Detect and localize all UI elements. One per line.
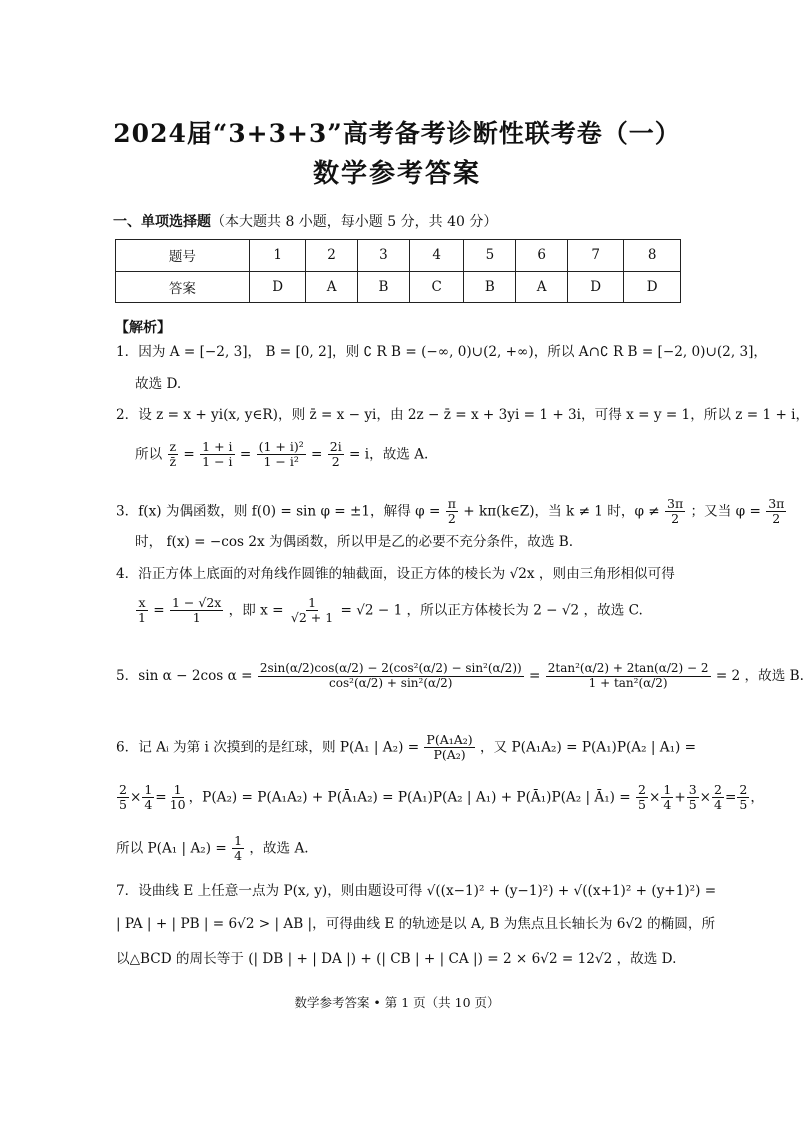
text-fragment: = i，故选 A. (349, 446, 429, 463)
answer-cell: D (624, 271, 681, 303)
fraction (200, 440, 234, 470)
denominator: 4 (663, 797, 672, 813)
solution-q7-line1: 7．设曲线 E 上任意一点为 P(x, y)，则由题设可得 √((x−1)² + (y−1)²) + √((x+1)² + (y+1)²) = (116, 883, 717, 899)
solution-q6-line1 (116, 732, 697, 763)
fraction (117, 783, 129, 813)
fraction (258, 662, 524, 691)
question-number: 6 (516, 240, 567, 272)
section-heading (113, 211, 497, 231)
section-note: （本大题共 8 小题，每小题 5 分，共 40 分） (211, 214, 498, 230)
numerator: 1 (173, 782, 182, 797)
fraction (136, 596, 148, 626)
table-row-numbers (116, 240, 681, 272)
document-title: 2024届“3+3+3”高考备考诊断性联考卷（一） (113, 119, 681, 148)
denominator: P(A₂) (433, 747, 466, 763)
table-row-answers (116, 271, 681, 303)
question-number: 8 (624, 240, 681, 272)
numerator: 1 (663, 782, 672, 797)
solution-q7-line3: 以△BCD 的周长等于 (| DB | + | DA |) + (| CB | + | CA |) = 2 × 6√2 = 12√2 ，故选 D. (116, 951, 677, 967)
numerator: 2tan²(α/2) + 2tan(α/2) − 2 (547, 661, 709, 675)
denominator: 1 (138, 610, 146, 626)
numerator: 1 (234, 833, 243, 848)
denominator: 5 (119, 797, 127, 813)
section-title: 一、单项选择题 (113, 214, 211, 230)
numerator: 2i (329, 439, 342, 454)
denominator: 2 (331, 454, 340, 470)
numerator: 2 (739, 782, 748, 797)
text-fragment: 3．f(x) 为偶函数，则 f(0) = sin φ = ±1，解得 φ = (116, 503, 441, 520)
row-label: 答案 (116, 271, 250, 303)
denominator: 5 (688, 797, 697, 813)
denominator: √2 + 1 (290, 610, 334, 626)
text-fragment: ，又 P(A₁A₂) = P(A₁)P(A₂ | A₁) = (480, 739, 697, 756)
fraction (446, 497, 458, 527)
numerator: 2sin(α/2)cos(α/2) − 2(cos²(α/2) − sin²(α/2)) (259, 661, 522, 675)
text-fragment: 5．sin α − 2cos α = (116, 667, 253, 684)
text-fragment: = √2 − 1 ，所以正方体棱长为 2 − √2 ，故选 C. (340, 602, 643, 619)
solution-q1-line1: 1．因为 A = [−2, 3]， B = [0, 2]，则 ∁ R B = (−∞, 0)∪(2, +∞)，所以 A∩∁ R B = [−2, 0)∪(2, 3]， (116, 344, 768, 360)
denominator: 2 (447, 511, 456, 527)
numerator: 2 (714, 782, 722, 797)
text-fragment: 所以 P(A₁ | A₂) = (116, 840, 227, 857)
question-number: 1 (249, 240, 306, 272)
question-number: 5 (464, 240, 516, 272)
solution-q2-line1: 2．设 z = x + yi(x, y∈R)，则 z̄ = x − yi，由 2z − z̄ = x + 3yi = 1 + 3i，可得 x = y = 1，所以 z = 1 + i， (116, 407, 809, 423)
denominator: 1 − i (202, 454, 233, 470)
fraction (257, 440, 306, 470)
numerator: z (169, 439, 177, 454)
answer-cell: D (249, 271, 306, 303)
fraction (687, 783, 699, 813)
denominator: 4 (144, 797, 153, 813)
page-footer: 数学参考答案 • 第 1 页（共 10 页） (294, 995, 500, 1010)
solution-q4-line2: $\frac{x}{1}$ = $\frac{1 - √2x}{1}$ ，即 x = $\frac{1}{√2 + 1}$ = √2 − 1 ，所以正方体棱长为 2 − √2 ，故选 C. (138, 595, 643, 626)
numerator: 1 − √2x (172, 595, 222, 610)
denominator: 4 (234, 848, 243, 864)
numerator: (1 + i)² (258, 439, 304, 454)
fraction (328, 440, 344, 470)
denominator: 10 (169, 797, 186, 813)
denominator: 4 (714, 797, 722, 813)
question-number: 3 (357, 240, 409, 272)
numerator: 3π (768, 496, 785, 511)
solution-q7-line2: | PA | + | PB | = 6√2 > | AB |，可得曲线 E 的轨迹是以 A, B 为焦点且长轴长为 6√2 的椭圆，所 (116, 916, 716, 932)
fraction (766, 497, 786, 527)
denominator: 1 − i² (263, 454, 299, 470)
text-fragment: 所以 (135, 446, 163, 463)
fraction (665, 497, 685, 527)
numerator: x (138, 595, 146, 610)
solution-q2-line2: 所以 $\frac{z}{z̄}$ = $\frac{1 + i}{1 - i}$ = $\frac{\text{(1 + i)²}}{\text{1 − i²}}$ = $\frac{2i}{2}$ = i，故选 A. (135, 439, 429, 470)
numerator: 3 (688, 782, 697, 797)
question-number: 7 (567, 240, 624, 272)
denominator: 5 (638, 797, 646, 813)
fraction (168, 440, 179, 470)
text-fragment: + kπ(k∈Z)，当 k ≠ 1 时，φ ≠ (463, 503, 660, 520)
analysis-heading: 【解析】 (115, 320, 171, 336)
solution-q6-line2: $\frac{2}{5}$ × $\frac{1}{4}$ = $\frac{1}{10}$ ，P(A₂) = P(A₁A₂) + P(Ā₁A₂) = P(A₁)P(A₂ | A₁) + P(Ā₁)P(A₂ | Ā₁) = $\frac{2}{5}$ × $\frac{1}{4}$ + $\frac{3}{5}$ × $\frac{2}{4}$ = $\frac{2}{5}$ ， (119, 782, 764, 813)
denominator: 2 (772, 511, 781, 527)
fraction (168, 783, 188, 813)
numerator: 2 (638, 782, 646, 797)
answer-table (115, 239, 681, 303)
numerator: P(A₁A₂) (426, 732, 473, 747)
numerator: π (447, 496, 456, 511)
text-fragment: ，故选 A. (249, 840, 309, 857)
text-fragment: ；又当 φ = (690, 503, 761, 520)
solution-q5: 5．sin α − 2cos α = $\frac{\text{2sin(α/2)cos(α/2) − 2(cos²(α/2) − sin²(α/2))}}{\text{cos²(α/2) + sin²(α/2)}}$ = $\frac{\text{2tan²(α/2) + 2tan(α/2) − 2}}{\text{1 + tan²(α/2)}}$ = 2 ，故选 B. (116, 661, 804, 690)
denominator: 1 + tan²(α/2) (588, 675, 668, 690)
document-subtitle: 数学参考答案 (312, 159, 481, 189)
numerator: 2 (119, 782, 127, 797)
text-fragment: ，P(A₂) = P(A₁A₂) + P(Ā₁A₂) = P(A₁)P(A₂ | A₁) + P(Ā₁)P(A₂ | Ā₁) = (188, 789, 631, 806)
answer-cell: A (516, 271, 567, 303)
question-number: 2 (306, 240, 357, 272)
denominator: 2 (671, 511, 680, 527)
solution-q4-line1: 4．沿正方体上底面的对角线作圆锥的轴截面，设正方体的棱长为 √2x ，则由三角形相似可得 (116, 566, 675, 582)
question-number: 4 (410, 240, 464, 272)
text-fragment: ，即 x = (228, 602, 284, 619)
fraction (232, 834, 244, 864)
fraction (289, 596, 335, 626)
answer-cell: D (567, 271, 624, 303)
numerator: 1 (308, 595, 317, 610)
text-fragment: 6．记 Aᵢ 为第 i 次摸到的是红球，则 P(A₁ | A₂) = (116, 739, 420, 756)
solution-q3-line2: 时， f(x) = −cos 2x 为偶函数，所以甲是乙的必要不充分条件，故选 B. (135, 534, 574, 550)
fraction (424, 733, 474, 763)
fraction (546, 662, 711, 691)
fraction (636, 783, 648, 813)
fraction (661, 783, 673, 813)
row-label: 题号 (116, 240, 250, 272)
answer-cell: B (464, 271, 516, 303)
numerator: 1 (144, 782, 153, 797)
solution-q6-line3 (116, 834, 686, 864)
fraction (142, 783, 154, 813)
fraction (170, 596, 223, 626)
fraction (712, 783, 724, 813)
answer-cell: C (410, 271, 464, 303)
denominator: 5 (739, 797, 748, 813)
denominator: z̄ (169, 454, 177, 470)
fraction (737, 783, 749, 813)
answer-cell: B (357, 271, 409, 303)
denominator: 1 (192, 610, 201, 626)
solution-q1-line2: 故选 D. (135, 376, 182, 392)
numerator: 3π (667, 496, 684, 511)
denominator: cos²(α/2) + sin²(α/2) (329, 675, 453, 690)
numerator: 1 + i (202, 439, 233, 454)
text-fragment: = 2 ，故选 B. (715, 667, 804, 684)
answer-cell: A (306, 271, 357, 303)
